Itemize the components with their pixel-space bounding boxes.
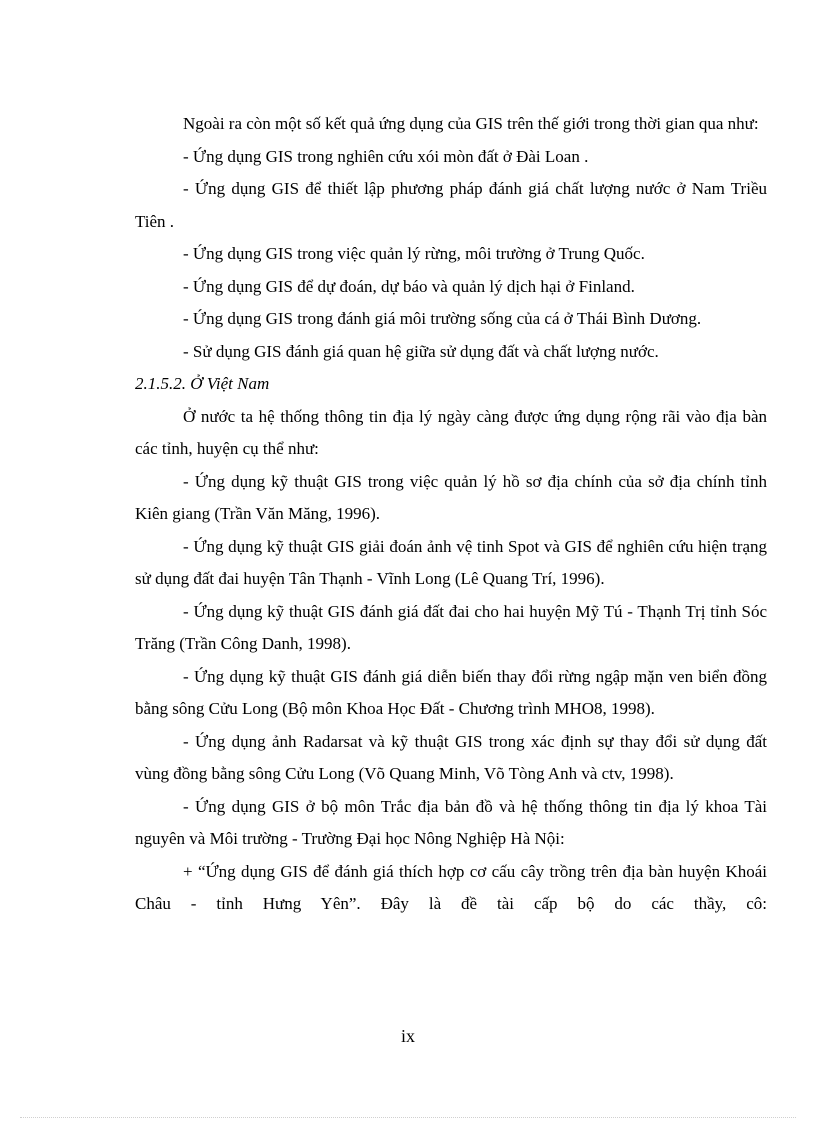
list-item: - Ứng dụng GIS để dự đoán, dự báo và quản lý dịch hại ở Finland. bbox=[183, 276, 635, 296]
list-item: - Ứng dụng GIS để thiết lập phương pháp đánh giá chất lượng nước ở Nam Triều Tiên . bbox=[135, 179, 767, 231]
list-item: - Ứng dụng kỹ thuật GIS giải đoán ảnh vệ tinh Spot và GIS để nghiên cứu hiện trạng sử dụng đất đai huyện Tân Thạnh - Vĩnh Long (Lê Quang Trí, 1996). bbox=[135, 536, 767, 588]
list-item: - Ứng dụng ảnh Radarsat và kỹ thuật GIS trong xác định sự thay đổi sử dụng đất vùng đồng bằng sông Cửu Long (Võ Quang Minh, Võ Tòng Anh và ctv, 1998). bbox=[135, 731, 767, 783]
list-item: - Ứng dụng kỹ thuật GIS đánh giá diễn biến thay đổi rừng ngập mặn ven biển đồng bằng sông Cửu Long (Bộ môn Khoa Học Đất - Chương trình MHO8, 1998). bbox=[135, 666, 767, 718]
section-heading: 2.1.5.2. Ở Việt Nam bbox=[135, 374, 270, 393]
list-item: - Ứng dụng kỹ thuật GIS đánh giá đất đai cho hai huyện Mỹ Tú - Thạnh Trị tỉnh Sóc Trăng (Trần Công Danh, 1998). bbox=[135, 601, 767, 653]
intro-paragraph: Ngoài ra còn một số kết quả ứng dụng của GIS trên thế giới trong thời gian qua như: bbox=[183, 114, 759, 133]
list-item: - Sử dụng GIS đánh giá quan hệ giữa sử dụng đất và chất lượng nước. bbox=[183, 341, 659, 361]
list-item: - Ứng dụng GIS trong đánh giá môi trường sống của cá ở Thái Bình Dương. bbox=[183, 309, 702, 328]
section-intro-paragraph: Ở nước ta hệ thống thông tin địa lý ngày càng được ứng dụng rộng rãi vào địa bàn các tỉnh, huyện cụ thể như: bbox=[135, 406, 767, 458]
list-item: - Ứng dụng GIS trong việc quản lý rừng, môi trường ở Trung Quốc. bbox=[183, 244, 645, 263]
page-number: ix bbox=[400, 1026, 415, 1046]
document-body bbox=[135, 108, 767, 921]
list-item: + “Ứng dụng GIS để đánh giá thích hợp cơ cấu cây trồng trên địa bàn huyện Khoái Châu - tỉnh Hưng Yên”. Đây là đề tài cấp bộ do các thầy, cô: bbox=[135, 861, 767, 913]
list-item: - Ứng dụng GIS trong nghiên cứu xói mòn đất ở Đài Loan . bbox=[183, 146, 589, 166]
page-bottom-divider bbox=[20, 1117, 796, 1118]
list-item: - Ứng dụng GIS ở bộ môn Trắc địa bản đồ và hệ thống thông tin địa lý khoa Tài nguyên và Môi trường - Trường Đại học Nông Nghiệp Hà Nội: bbox=[135, 796, 767, 848]
list-item: - Ứng dụng kỹ thuật GIS trong việc quản lý hồ sơ địa chính của sở địa chính tỉnh Kiên giang (Trần Văn Măng, 1996). bbox=[135, 471, 767, 523]
